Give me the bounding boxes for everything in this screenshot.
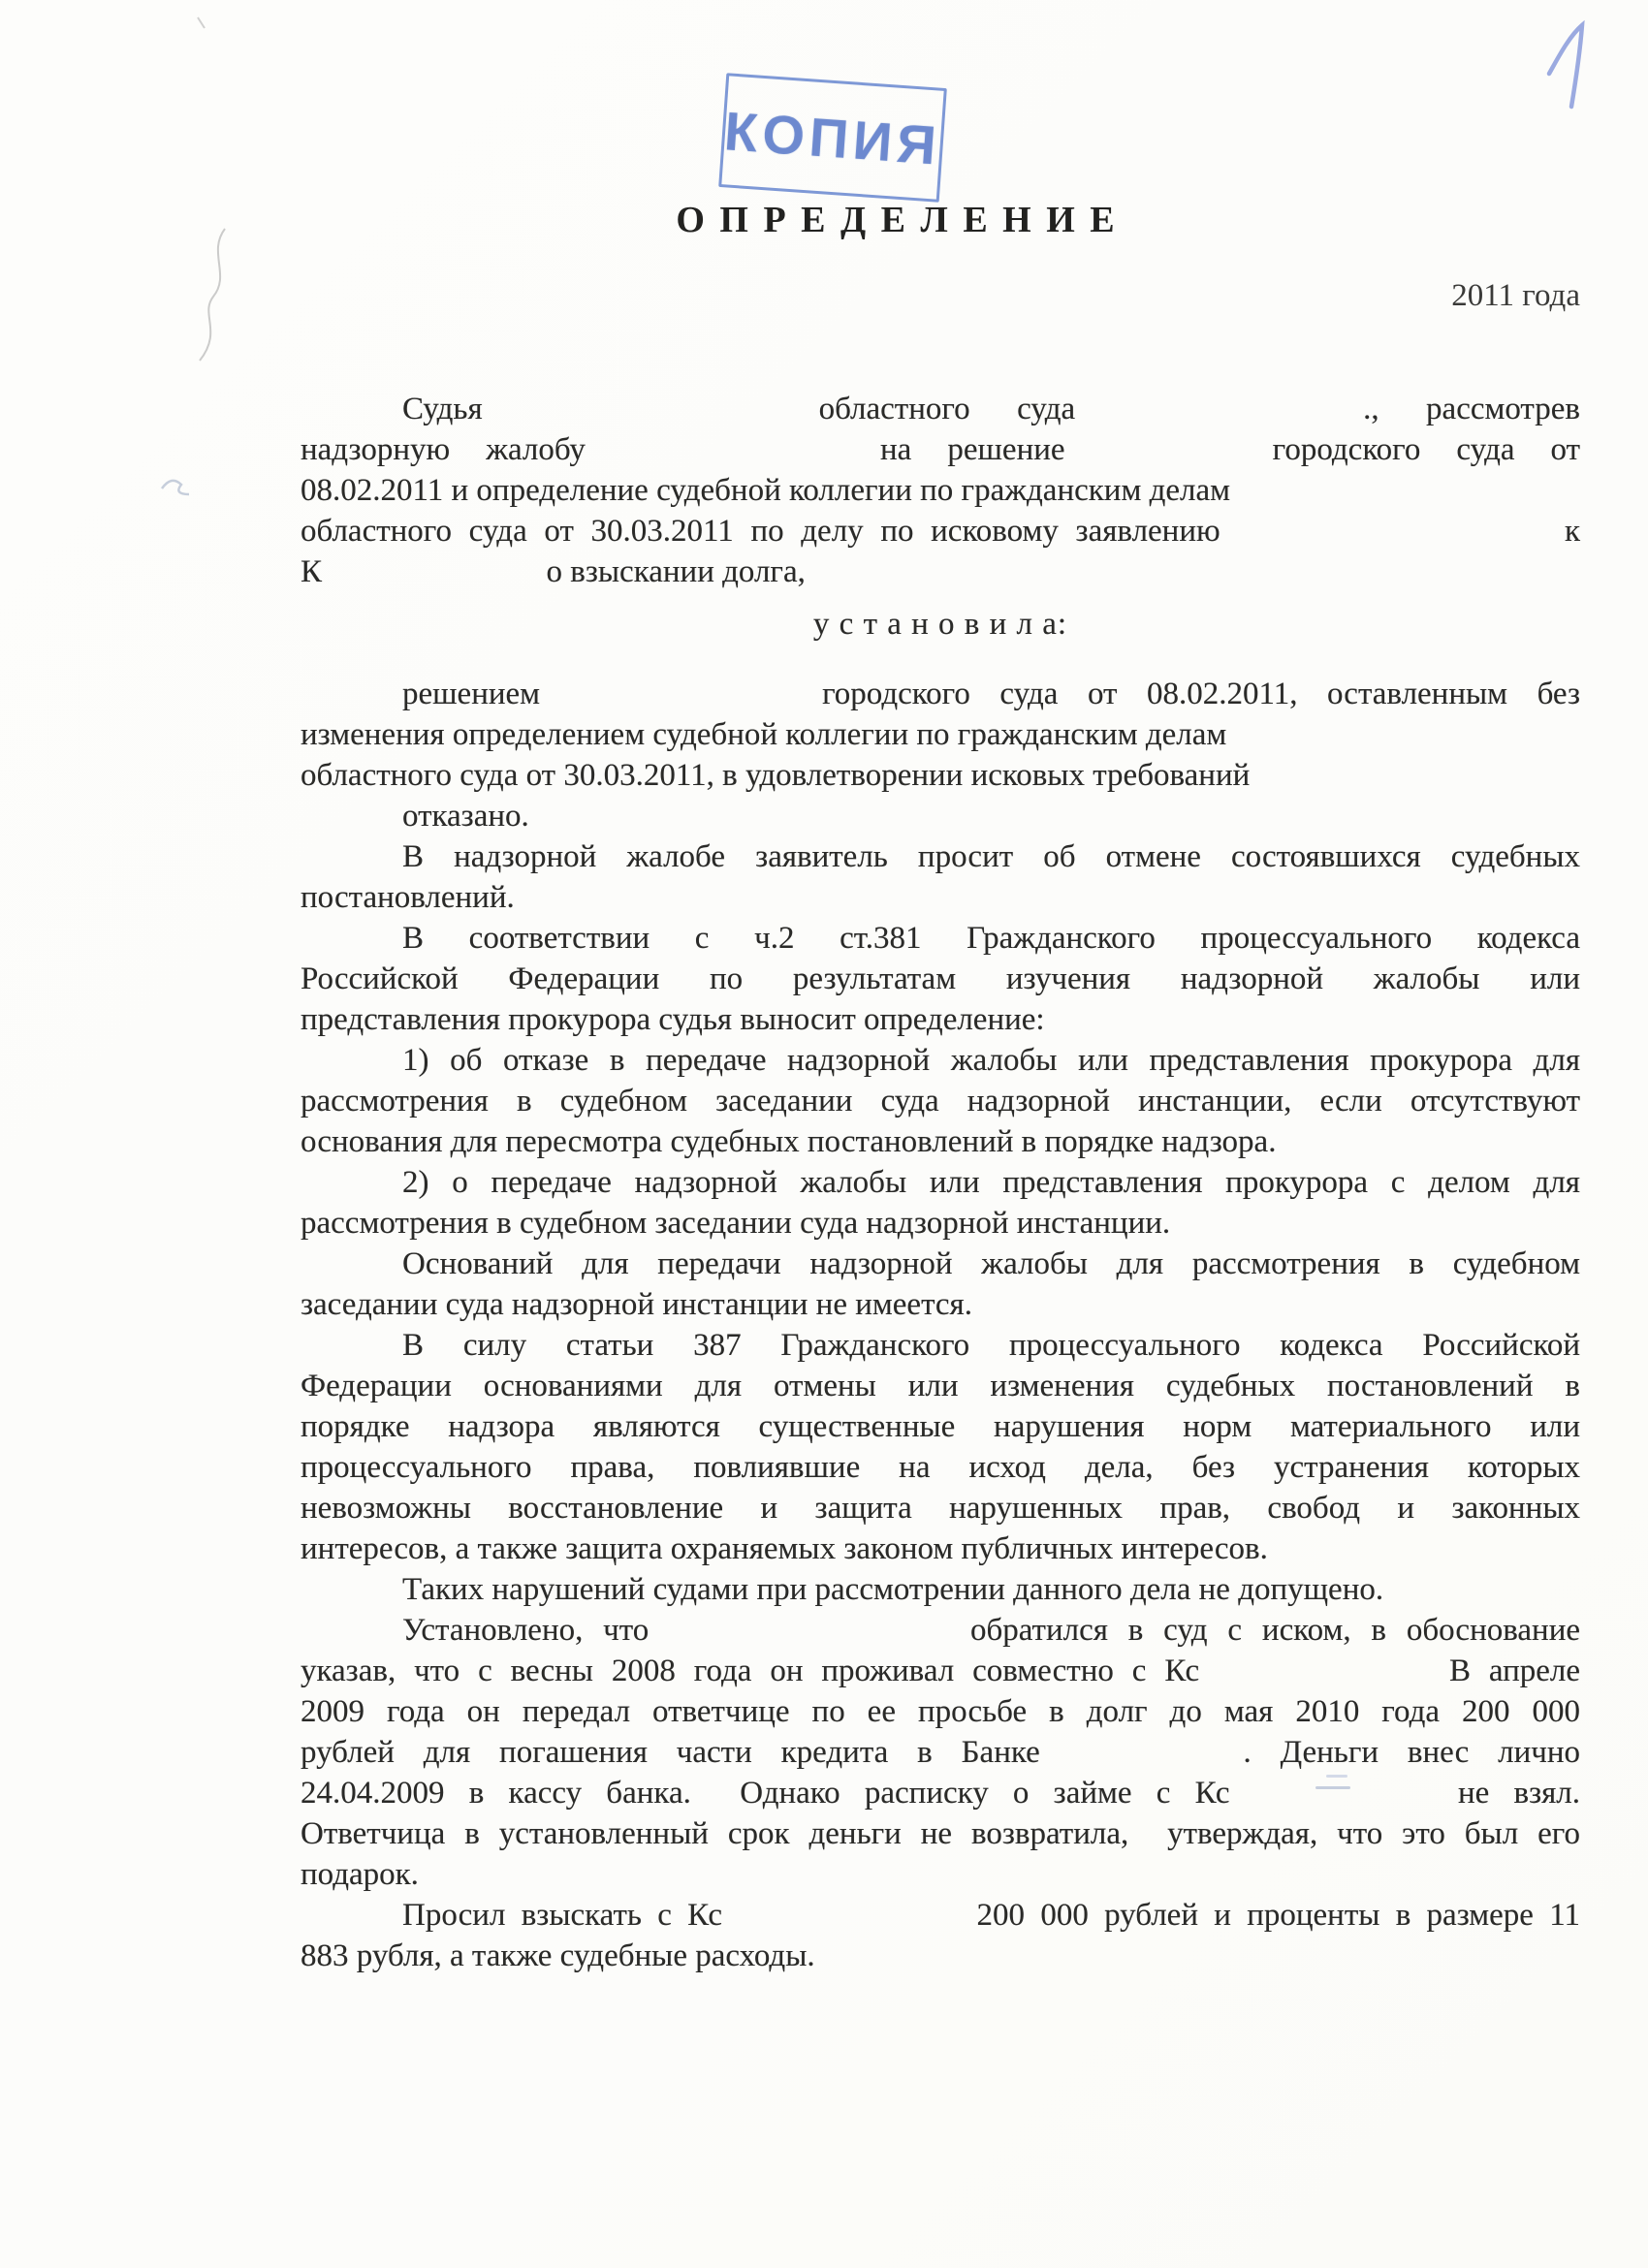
text-line: подарок. (301, 1857, 419, 1892)
text-line: указав, что с весны 2008 года он проживал совместно с Кс В апреле (301, 1654, 1581, 1688)
redaction-gap (529, 418, 772, 419)
redaction-gap (1069, 1761, 1215, 1762)
pencil-mark (174, 223, 252, 378)
text-line: Установлено, что обратился в суд с иском, в обоснование (402, 1613, 1581, 1648)
text-line: порядке надзора являются существенные нарушения норм материального или (301, 1409, 1580, 1444)
text-line: постановлений. (301, 880, 515, 915)
paragraph-article-387 (301, 1325, 1580, 1569)
text-line: отказано. (402, 799, 529, 834)
text-line: К о взыскании долга, (301, 554, 806, 589)
paragraph-article-381 (301, 918, 1580, 1040)
paragraph-intro (301, 389, 1580, 592)
text-line: областного суда от 30.03.2011 по делу по исковому заявлению к (301, 514, 1581, 549)
text-line: основания для пересмотра судебных постановлений в порядке надзора. (301, 1124, 1277, 1159)
paragraph-decision-summary (301, 674, 1580, 836)
date-line: 2011 года (1451, 278, 1580, 313)
text-line: заседании суда надзорной инстанции не имеется. (301, 1287, 972, 1322)
document-body (301, 389, 1580, 1976)
paragraph-case-facts (301, 1610, 1580, 1895)
pencil-mark (192, 14, 211, 33)
text-line: решением городского суда от 08.02.2011, оставленным без (402, 677, 1581, 711)
paragraph-no-grounds (301, 1244, 1580, 1325)
text-line: невозможны восстановление и защита нарушенных прав, свобод и законных (301, 1491, 1580, 1526)
text-line: 08.02.2011 и определение судебной коллегии по гражданским делам (301, 473, 1231, 508)
text-line: интересов, а также защита охраняемых законом публичных интересов. (301, 1531, 1268, 1566)
pencil-mark (150, 465, 208, 504)
redaction-gap (1237, 540, 1547, 541)
redaction-gap (330, 581, 538, 582)
copy-stamp (718, 73, 947, 203)
handwritten-1-mark (1539, 19, 1607, 116)
paragraph-claim (301, 1895, 1580, 1976)
text-line: надзорную жалобу на решение городского суда от (301, 432, 1581, 467)
redaction-gap (621, 458, 844, 459)
copy-stamp-label: КОПИЯ (722, 99, 943, 176)
text-line: 2) о передаче надзорной жалобы или представления прокурора с делом для (402, 1165, 1580, 1200)
text-line: 883 рубля, а также судебные расходы. (301, 1938, 815, 1973)
text-line: Просил взыскать с Кс 200 000 рублей и проценты в размере 11 (402, 1898, 1580, 1933)
text-line: В силу статьи 387 Гражданского процессуального кодекса Российской (402, 1328, 1580, 1363)
text-line: рассмотрения в судебном заседании суда надзорной инстанции, если отсутствуют (301, 1084, 1580, 1118)
redaction-gap (669, 1639, 950, 1640)
text-line: 1) об отказе в передаче надзорной жалобы или представления прокурора для (402, 1043, 1580, 1078)
text-line: Судья областного суда ., рассмотрев (402, 392, 1580, 426)
text-line: В надзорной жалобе заявитель просит об отмене состоявшихся судебных (402, 839, 1580, 874)
text-line: Российской Федерации по результатам изучения надзорной жалобы или (301, 961, 1580, 996)
text-line: рассмотрения в судебном заседании суда надзорной инстанции. (301, 1206, 1171, 1241)
text-line: 24.04.2009 в кассу банка. Однако расписку о займе с Кс не взял. (301, 1776, 1581, 1811)
text-line: В соответствии с ч.2 ст.381 Гражданского процессуального кодекса (402, 921, 1580, 956)
text-line: областного суда от 30.03.2011, в удовлетворении исковых требований (301, 758, 1251, 793)
paragraph-ruling-word (301, 604, 1580, 645)
handwritten-page-number (1539, 19, 1607, 116)
text-line: Оснований для передачи надзорной жалобы для рассмотрения в судебном (402, 1246, 1580, 1281)
text-line: представления прокурора судья выносит определение: (301, 1002, 1045, 1037)
text-line: Федерации основаниями для отмены или изменения судебных постановлений в (301, 1369, 1580, 1403)
text-line: рублей для погашения части кредита в Банке . Деньги внес лично (301, 1735, 1580, 1770)
text-line: изменения определением судебной коллегии по гражданским делам (301, 717, 1227, 752)
document-title: О П Р Е Д Е Л Е Н И Е (676, 200, 1118, 240)
redaction-gap-dashed (1254, 1802, 1434, 1803)
paragraph-clause-1 (301, 1040, 1580, 1162)
text-line: процессуального права, повлиявшие на исход дела, без устранения которых (301, 1450, 1580, 1485)
paragraph-clause-2 (301, 1162, 1580, 1244)
text-line: Таких нарушений судами при рассмотрении данного дела не допущено. (402, 1572, 1384, 1607)
redaction-gap (1123, 418, 1316, 419)
text-line: Ответчица в установленный срок деньги не возвратила, утверждая, что это был его (301, 1816, 1580, 1851)
paragraph-appeal-request (301, 836, 1580, 918)
redaction-gap (738, 1924, 961, 1925)
redaction-gap (1218, 1680, 1431, 1681)
redaction-gap (1101, 458, 1237, 459)
text-line: 2009 года он передал ответчице по ее просьбе в долг до мая 2010 года 200 000 (301, 1694, 1580, 1729)
redaction-gap (570, 703, 793, 704)
text-line: у с т а н о в и л а: (812, 607, 1068, 642)
paragraph-no-violations (301, 1569, 1580, 1610)
